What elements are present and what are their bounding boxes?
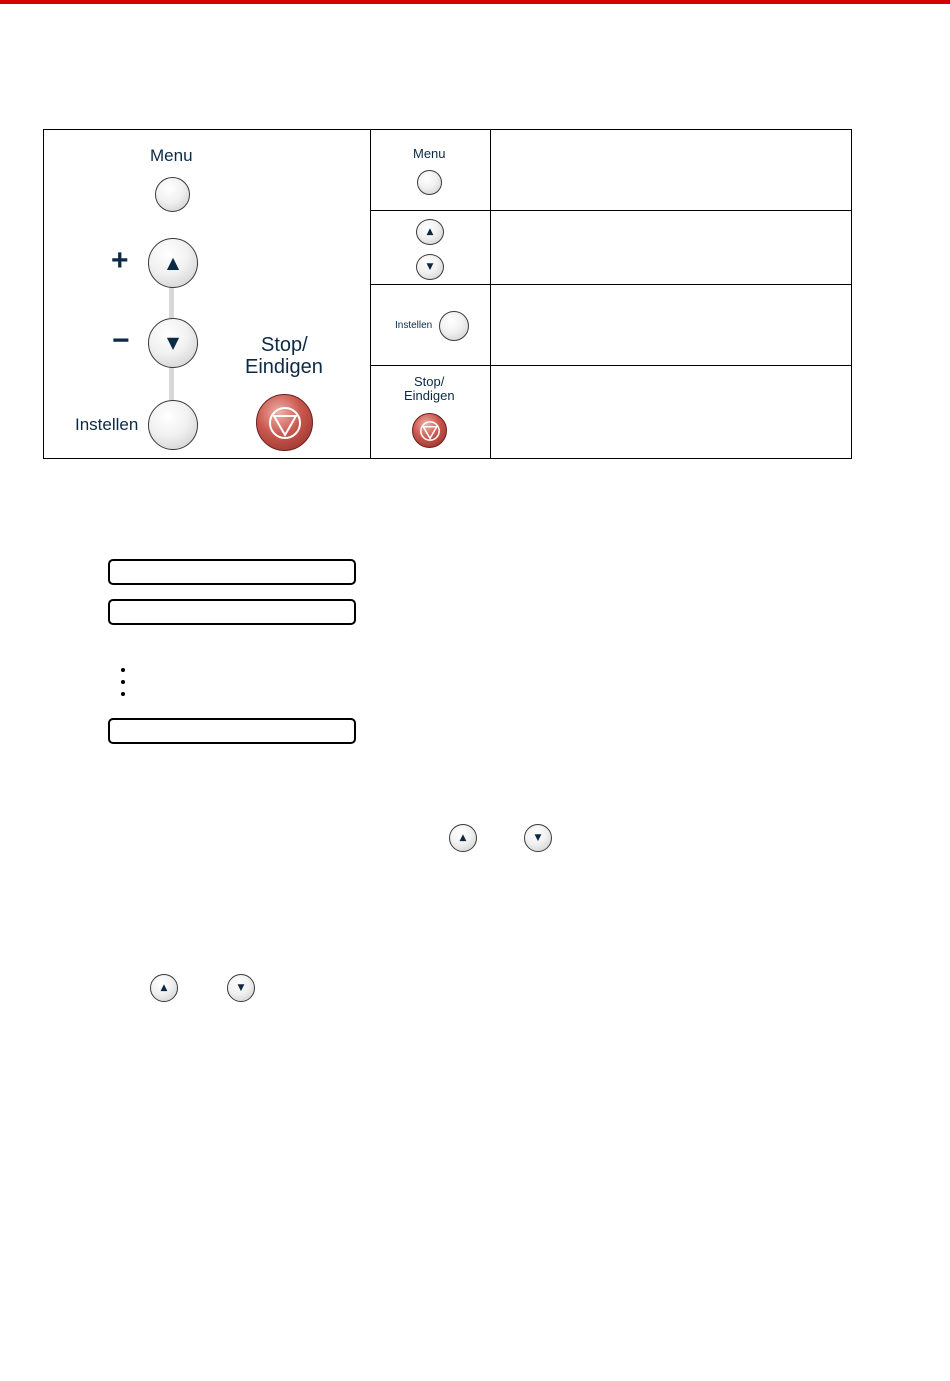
inline-up-arrow-button — [150, 974, 178, 1002]
inline-up-arrow-button — [449, 824, 477, 852]
table-key-stop-line1: Stop/ — [414, 374, 445, 389]
down-arrow-icon: ▼ — [534, 832, 542, 843]
minus-sign: − — [112, 324, 130, 357]
stop-icon — [267, 405, 303, 441]
menu-label: Menu — [150, 146, 193, 165]
menu-button[interactable] — [155, 177, 190, 212]
lcd-display-line — [108, 559, 356, 585]
stop-icon — [419, 420, 441, 442]
top-rule — [0, 0, 950, 4]
down-arrow-icon: ▼ — [237, 982, 245, 993]
table-row-divider — [370, 210, 852, 211]
ellipsis-dot — [121, 680, 125, 684]
table-key-stop-line2: Eindigen — [404, 388, 455, 403]
ellipsis-dot — [121, 692, 125, 696]
table-set-button — [439, 311, 469, 341]
down-arrow-icon: ▼ — [166, 333, 180, 352]
up-arrow-icon: ▲ — [426, 226, 434, 237]
stop-label-line1: Stop/ — [261, 334, 308, 356]
down-arrow-icon: ▼ — [426, 261, 434, 272]
table-menu-button — [417, 170, 442, 195]
table-row-divider — [370, 365, 852, 366]
table-down-arrow-button — [416, 254, 444, 280]
set-button[interactable] — [148, 400, 198, 450]
inline-down-arrow-button — [524, 824, 552, 852]
lcd-display-line — [108, 718, 356, 744]
up-arrow-icon: ▲ — [459, 832, 467, 843]
inline-down-arrow-button — [227, 974, 255, 1002]
stop-label-line2: Eindigen — [245, 356, 323, 378]
table-row-divider — [370, 284, 852, 285]
ellipsis-dot — [121, 668, 125, 672]
stop-button[interactable] — [256, 394, 313, 451]
table-divider — [370, 129, 371, 459]
table-key-set: Instellen — [395, 320, 433, 331]
table-stop-button — [412, 413, 447, 448]
up-arrow-icon: ▲ — [160, 982, 168, 993]
down-arrow-button[interactable] — [148, 318, 198, 368]
up-arrow-button[interactable] — [148, 238, 198, 288]
table-key-menu: Menu — [413, 146, 446, 161]
lcd-display-line — [108, 599, 356, 625]
table-up-arrow-button — [416, 219, 444, 245]
plus-sign: + — [111, 244, 129, 277]
set-label: Instellen — [75, 415, 139, 434]
up-arrow-icon: ▲ — [166, 253, 180, 272]
table-divider — [490, 129, 491, 459]
